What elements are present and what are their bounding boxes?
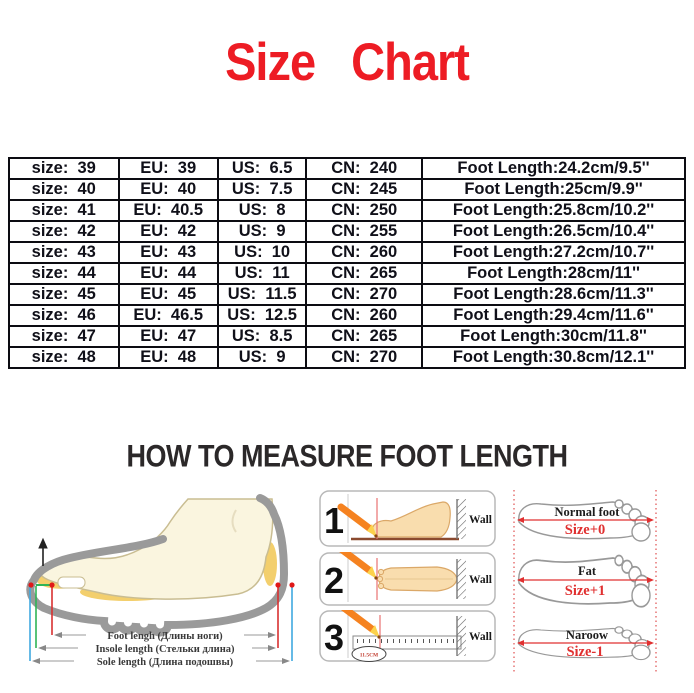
foot-length-cell: Foot Length:28.6cm/11.3'' [422, 284, 685, 305]
eu-cell: EU: 40 [119, 179, 218, 200]
foot-outline-normal [517, 500, 654, 541]
up-arrow-icon [39, 539, 47, 566]
foot-length-cell: Foot Length:29.4cm/11.6'' [422, 305, 685, 326]
table-row [9, 221, 685, 242]
us-cell: US: 6.5 [218, 158, 307, 179]
eu-cell: EU: 39 [119, 158, 218, 179]
us-cell: US: 11 [218, 263, 307, 284]
size-cell: size: 45 [9, 284, 119, 305]
table-row [9, 242, 685, 263]
cn-cell: CN: 265 [306, 326, 422, 347]
table-row [9, 305, 685, 326]
insole-length-label-row [38, 644, 276, 655]
wall-label: Wall [469, 574, 493, 586]
cn-cell: CN: 240 [306, 158, 422, 179]
us-cell: US: 10 [218, 242, 307, 263]
foot-size-adjust: Size+0 [564, 522, 606, 538]
table-row [9, 179, 685, 200]
size-table [8, 157, 686, 369]
eu-cell: EU: 46.5 [119, 305, 218, 326]
table-row [9, 326, 685, 347]
svg-text:Foot lengh (Длины ноги): Foot lengh (Длины ноги) [107, 631, 223, 642]
foot-type-name: Normal foot [554, 505, 620, 519]
foot-type-name: Fat [577, 564, 597, 578]
size-chart-title: Size Chart [225, 31, 469, 92]
cn-cell: CN: 270 [306, 347, 422, 368]
size-cell: size: 48 [9, 347, 119, 368]
us-cell: US: 12.5 [218, 305, 307, 326]
cn-cell: CN: 245 [306, 179, 422, 200]
table-row [9, 347, 685, 368]
shoe-measurement-diagram [8, 482, 308, 688]
ruler-note: 11.5CM [359, 652, 379, 659]
eu-cell: EU: 42 [119, 221, 218, 242]
step-number: 2 [323, 560, 345, 601]
foot-type-name: Naroow [565, 628, 609, 642]
wall-label: Wall [469, 631, 493, 643]
cn-cell: CN: 260 [306, 305, 422, 326]
foot-outline-narrow [517, 627, 654, 660]
cn-cell: CN: 250 [306, 200, 422, 221]
foot-length-cell: Foot Length:26.5cm/10.4'' [422, 221, 685, 242]
foot-length-cell: Foot Length:27.2cm/10.7'' [422, 242, 685, 263]
foot-and-leg-shape [39, 499, 272, 599]
cn-cell: CN: 270 [306, 284, 422, 305]
us-cell: US: 8 [218, 200, 307, 221]
us-cell: US: 9 [218, 221, 307, 242]
eu-cell: EU: 48 [119, 347, 218, 368]
wall-hatch-icon [457, 616, 466, 656]
step-panel-3 [319, 610, 496, 662]
eu-cell: EU: 44 [119, 263, 218, 284]
table-row [9, 158, 685, 179]
foot-top-icon [377, 567, 457, 591]
foot-size-adjust: Size+1 [564, 583, 606, 599]
eu-cell: EU: 45 [119, 284, 218, 305]
cn-cell: CN: 265 [306, 263, 422, 284]
size-cell: size: 39 [9, 158, 119, 179]
foot-outline-fat [517, 556, 654, 607]
eu-cell: EU: 43 [119, 242, 218, 263]
size-cell: size: 41 [9, 200, 119, 221]
how-to-measure-heading: HOW TO MEASURE FOOT LENGTH [126, 438, 568, 474]
us-cell: US: 8.5 [218, 326, 307, 347]
foot-types-panel [505, 486, 675, 682]
foot-length-cell: Foot Length:25.8cm/10.2'' [422, 200, 685, 221]
eu-cell: EU: 47 [119, 326, 218, 347]
table-row [9, 263, 685, 284]
cn-cell: CN: 260 [306, 242, 422, 263]
sole-length-label-row [32, 657, 290, 668]
size-cell: size: 46 [9, 305, 119, 326]
us-cell: US: 9 [218, 347, 307, 368]
us-cell: US: 11.5 [218, 284, 307, 305]
size-cell: size: 47 [9, 326, 119, 347]
wall-hatch-icon [457, 559, 466, 599]
wall-label: Wall [469, 514, 493, 526]
size-cell: size: 42 [9, 221, 119, 242]
step-panel-2 [319, 552, 496, 606]
foot-length-cell: Foot Length:24.2cm/9.5'' [422, 158, 685, 179]
cn-cell: CN: 255 [306, 221, 422, 242]
step-number: 1 [323, 500, 345, 541]
table-row [9, 284, 685, 305]
measurement-labels [32, 631, 290, 668]
foot-length-cell: Foot Length:25cm/9.9'' [422, 179, 685, 200]
step-number: 3 [323, 617, 345, 658]
us-cell: US: 7.5 [218, 179, 307, 200]
foot-length-label-row [54, 631, 276, 642]
size-cell: size: 44 [9, 263, 119, 284]
svg-text:Insole length (Стельки длина): Insole length (Стельки длина) [95, 644, 235, 655]
foot-length-cell: Foot Length:30.8cm/12.1'' [422, 347, 685, 368]
svg-text:Sole length (Длина подошвы): Sole length (Длина подошвы) [96, 657, 234, 668]
size-cell: size: 40 [9, 179, 119, 200]
size-cell: size: 43 [9, 242, 119, 263]
wall-hatch-icon [457, 499, 466, 539]
foot-length-cell: Foot Length:28cm/11'' [422, 263, 685, 284]
table-row [9, 200, 685, 221]
eu-cell: EU: 40.5 [119, 200, 218, 221]
measure-steps [319, 490, 496, 662]
foot-length-cell: Foot Length:30cm/11.8'' [422, 326, 685, 347]
step-panel-1 [319, 490, 496, 547]
foot-size-adjust: Size-1 [566, 644, 604, 660]
